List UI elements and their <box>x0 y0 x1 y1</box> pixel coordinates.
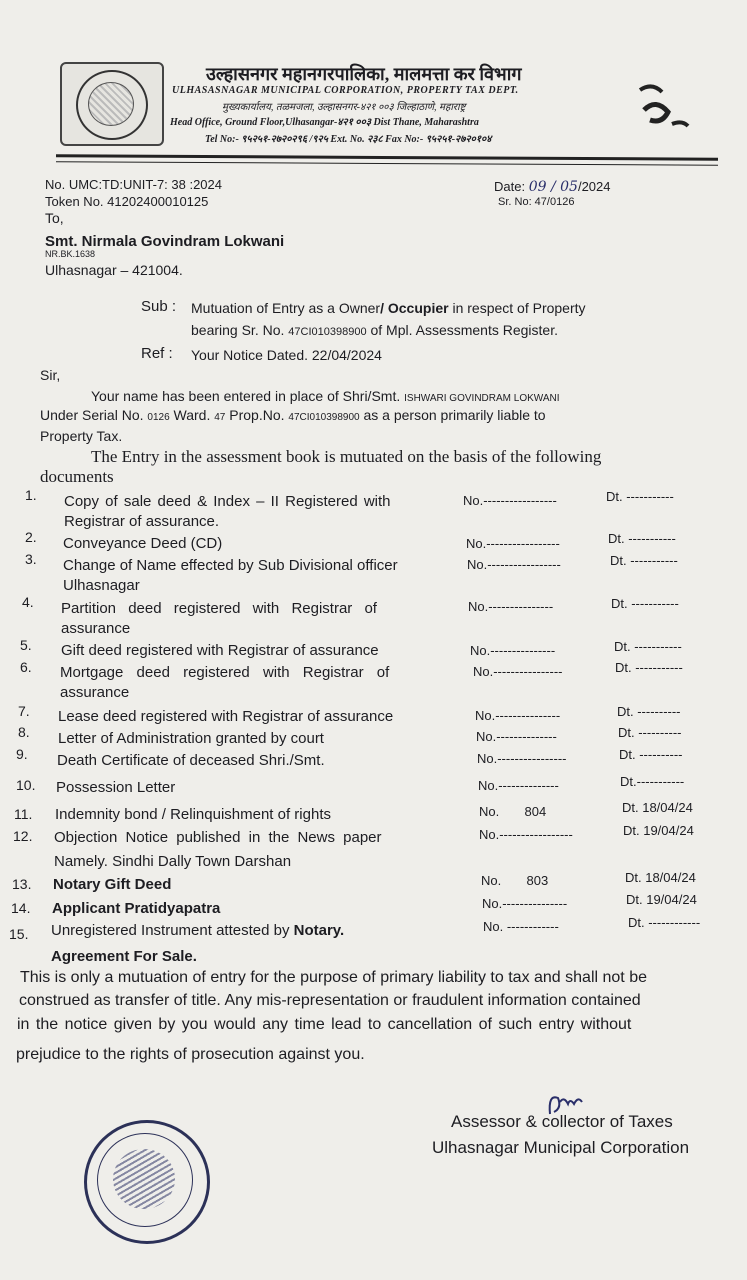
paragraph-1-line-2: Under Serial No. 0126 Ward. 47 Prop.No. 47CI010398900 as a person primarily liable to <box>40 407 546 423</box>
signatory-title: Assessor & collector of Taxes <box>451 1112 673 1131</box>
subject-label: Sub : <box>141 298 177 315</box>
subject-line-2: bearing Sr. No. 47CI010398900 of Mpl. Assessments Register. <box>191 322 558 338</box>
date-line <box>494 179 611 195</box>
token-number: Token No. 41202400010125 <box>45 194 209 209</box>
signatory-organization: Ulhasnagar Municipal Corporation <box>432 1138 690 1157</box>
ref-text: Your Notice Dated. 22/04/2024 <box>191 347 382 363</box>
header-title-marathi: उल्हासनगर महानगरपालिका, मालमत्ता कर विभाग <box>206 64 522 84</box>
disclaimer-line-1: This is only a mutuation of entry for the purpose of primary liability to tax and shall not be <box>20 969 647 986</box>
subject-line-1: Mutuation of Entry as a Owner/ Occupier in respect of Property <box>191 300 586 316</box>
corporation-logo <box>60 62 164 146</box>
notice-page: उल्हासनगर महानगरपालिका, मालमत्ता कर विभाग ULHASASNAGAR MUNICIPAL CORPORATION, PROPERTY TAX DEPT. मुख्यकार्यालय, तळमजला, उल्हासनगर-४२१ ००३ जिल्हाठाणे, महाराष्ट्र Head Office, Ground Floor,Ulhasangar-४२१ ००३ Dist Thane, Maharashtra Tel No:- ९५२५१-२७२०२९६ /९२५ Ext. No. २३८ Fax No:- ९५२५१-२७२०१०४ No. UMC:TD:UNIT-7: 38 :2024 Token No. 41202400010125 Date: 09 / 05/2024 Sr. No: 47/0126 To, Smt. Nirmala Govindram Lokwani NR.BK.1638 Ulhasnagar – 421004. Sub : Mutuation of Entry as a Owner/ Occupier in respect of Property bearing Sr. No. 47CI010398900 of Mpl. Assessments Register. Ref : Your Notice Dated. 22/04/2024 Sir, Your name has been entered in place of Shri/Smt. ISHWARI GOVINDRAM LOKWANI Under Serial No. 0126 Ward. 47 Prop.No. 47CI010398900 as a person primarily liable to Property Tax. The Entry in the assessment book is mutuated on the basis of the following documents 1. Copy of sale deed & Index – II Registered with Registrar of assurance. No.----------------- Dt. ----------- 2. Conveyance Deed (CD) No.----------------- Dt. ----------- 3. Change of Name effected by Sub Divisional officer Ulhasnagar No.----------------- Dt. ----------- 4. Partition deed registered with Registrar of assurance No.--------------- Dt. ----------- 5. Gift deed registered with Registrar of assurance No.--------------- Dt. ----------- 6. Mortgage deed registered with Registrar of assurance No.---------------- Dt. ----------- 7. Lease deed registered with Registrar of assurance No.--------------- Dt. ---------- 8. Letter of Administration granted by court No.-------------- Dt. ---------- 9. Death Certificate of deceased Shri./Smt. No.---------------- Dt. ---------- 10. Possession Letter No.-------------- Dt.----------- 11. Indemnity bond / Relinquishment of rights No. 804 Dt. 18/04/24 12. Objection Notice published in the News paper Namely. Sindhi Dally Town Darshan No.----------------- Dt. 19/04/24 13. Notary Gift Deed No. 803 Dt. 18/04/24 14. Applicant Pratidyapatra No.--------------- Dt. 19/04/24 15. Unregistered Instrument attested by Notary. Agreement For Sale. No. ------------ Dt. ------------ This is only a mutuation of entry for the purpose of primary liability to tax and shall not be construed as transfer of title. Any mis-representation or fraudulent information contained in the notice given by you would any time lead to cancellation of such entry without prejudice to the rights of prosecution against you. Assessor & collector of Taxes Ulhasnagar Municipal Corporation <box>0 0 747 1280</box>
ref-label: Ref : <box>141 345 173 362</box>
header-title-english: ULHASASNAGAR MUNICIPAL CORPORATION, PROPERTY TAX DEPT. <box>172 85 519 96</box>
paragraph-1-line-1: Your name has been entered in place of Shri/Smt. ISHWARI GOVINDRAM LOKWANI <box>91 388 560 404</box>
date-year: /2024 <box>577 179 611 194</box>
paragraph-1-line-3: Property Tax. <box>40 428 123 444</box>
date-label: Date: <box>494 179 526 194</box>
paragraph-2-line-1: The Entry in the assessment book is mutuated on the basis of the following <box>91 447 602 466</box>
decorative-emblem <box>632 80 692 140</box>
recipient-name: Smt. Nirmala Govindram Lokwani <box>45 233 285 250</box>
header-telephone: Tel No:- ९५२५१-२७२०२९६ /९२५ Ext. No. २३८ Fax No:- ९५२५१-२७२०१०४ <box>205 134 492 145</box>
official-seal-stamp <box>84 1120 210 1244</box>
disclaimer-line-2: construed as transfer of title. Any mis-representation or fraudulent information contained <box>19 992 641 1009</box>
header-divider <box>56 154 718 160</box>
paragraph-2-line-2: documents <box>40 467 114 486</box>
disclaimer-line-3: in the notice given by you would any time lead to cancellation of such entry without <box>17 1016 632 1033</box>
serial-number: Sr. No: 47/0126 <box>498 196 575 208</box>
header-divider-thin <box>56 161 718 165</box>
header-address-marathi: मुख्यकार्यालय, तळमजला, उल्हासनगर-४२१ ००३ जिल्हाठाणे, महाराष्ट्र <box>222 102 466 113</box>
salutation: Sir, <box>40 367 61 383</box>
recipient-address: NR.BK.1638 <box>45 249 96 259</box>
to-label: To, <box>45 210 64 226</box>
disclaimer-line-4: prejudice to the rights of prosecution against you. <box>16 1046 365 1063</box>
header-address-english: Head Office, Ground Floor,Ulhasangar-४२१ ००३ Dist Thane, Maharashtra <box>170 117 479 128</box>
date-handwritten: 09 / 05 <box>528 179 578 195</box>
reference-number: No. UMC:TD:UNIT-7: 38 :2024 <box>45 177 222 192</box>
recipient-city: Ulhasnagar – 421004. <box>45 262 183 278</box>
